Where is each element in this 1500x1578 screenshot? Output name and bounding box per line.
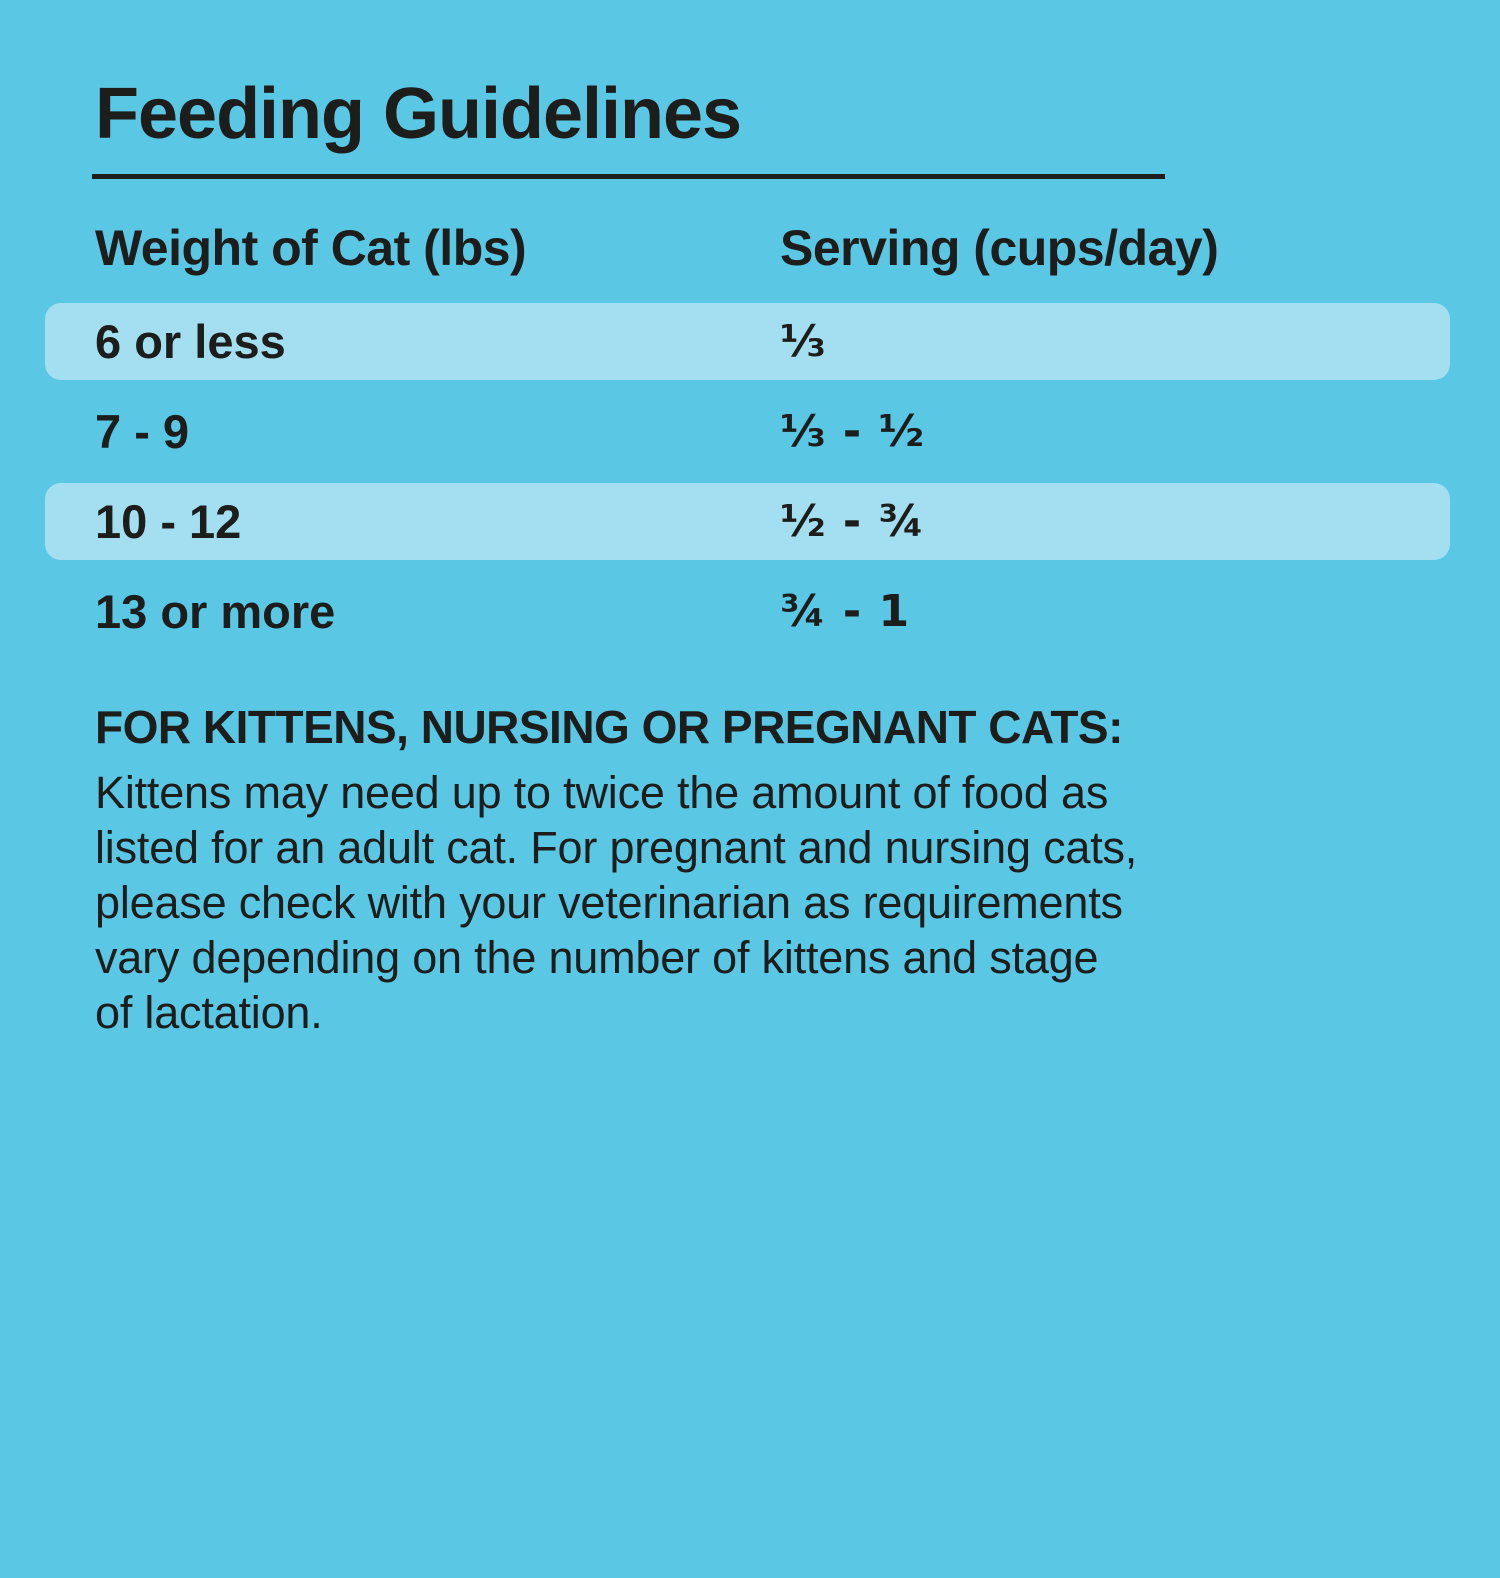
col-header-serving: Serving (cups/day) — [780, 220, 1219, 276]
title-underline — [92, 174, 1165, 179]
kittens-note — [95, 700, 1430, 1040]
kittens-note-heading: FOR KITTENS, NURSING OR PREGNANT CATS: — [95, 701, 1123, 753]
table-row-13-or-more — [45, 573, 1450, 650]
table-row-10-12 — [45, 483, 1450, 560]
table-row-7-9 — [45, 393, 1450, 470]
page-title: Feeding Guidelines — [95, 74, 742, 154]
serving-cell: ⅓ — [780, 315, 827, 367]
note-line: listed for an adult cat. For pregnant and nursing cats, — [95, 822, 1138, 873]
table-row-6-or-less — [45, 303, 1450, 380]
table-header-row — [95, 220, 1450, 276]
feeding-table — [45, 303, 1450, 650]
note-line: vary depending on the number of kittens and stage — [95, 932, 1099, 983]
note-line: please check with your veterinarian as requirements — [95, 877, 1123, 928]
weight-cell: 6 or less — [95, 315, 286, 368]
weight-cell: 7 - 9 — [95, 405, 190, 458]
weight-cell: 10 - 12 — [95, 495, 242, 548]
serving-cell: ⅓ - ½ — [780, 405, 925, 457]
serving-cell: ¾ - 1 — [780, 585, 911, 637]
note-line: Kittens may need up to twice the amount of food as — [95, 767, 1109, 818]
col-header-weight: Weight of Cat (lbs) — [95, 220, 527, 276]
feeding-guidelines-panel — [0, 74, 1500, 1578]
serving-cell: ½ - ¾ — [780, 495, 925, 547]
weight-cell: 13 or more — [95, 585, 336, 638]
note-line: of lactation. — [95, 987, 323, 1038]
